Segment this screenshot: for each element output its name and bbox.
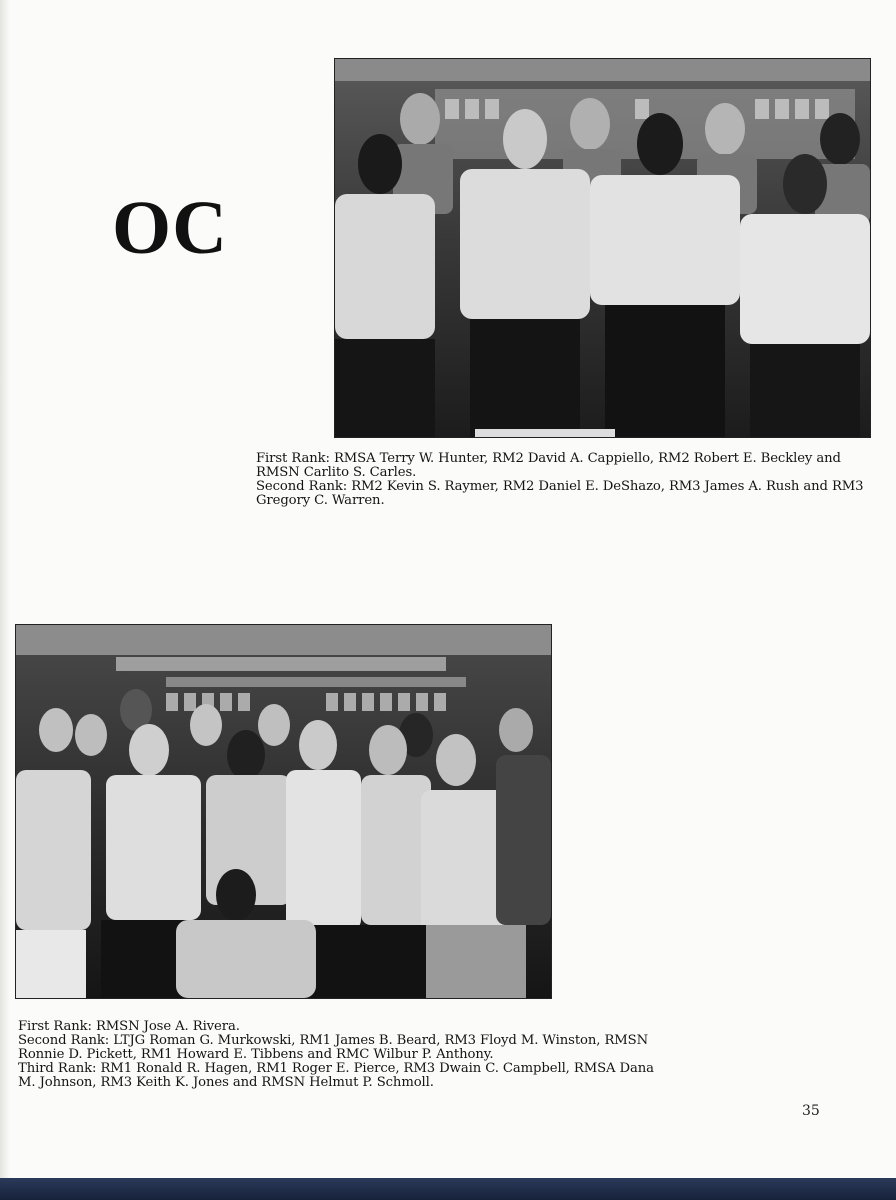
- page-edge-shadow: [0, 0, 10, 1178]
- caption-second-rank: Second Rank: RM2 Kevin S. Raymer, RM2 Daniel E. DeShazo, RM3 James A. Rush and RM3 Gregory C. Warren.: [256, 479, 864, 508]
- caption-first-rank: First Rank: RMSN Jose A. Rivera.: [18, 1019, 240, 1034]
- group-photo-top: [334, 58, 871, 438]
- binding-edge: [0, 1178, 896, 1200]
- caption-third-rank: Third Rank: RM1 Ronald R. Hagen, RM1 Roger E. Pierce, RM3 Dwain C. Campbell, RMSA Dana M. Johnson, RM3 Keith K. Jones and RMSN Helmut P. Schmoll.: [18, 1061, 654, 1090]
- group-photo-bottom-image: [16, 625, 551, 998]
- section-title: OC: [112, 186, 228, 270]
- caption-first-rank: First Rank: RMSA Terry W. Hunter, RM2 David A. Cappiello, RM2 Robert E. Beckley and RMSN Carlito S. Carles.: [256, 451, 841, 480]
- caption-second-rank: Second Rank: LTJG Roman G. Murkowski, RM1 James B. Beard, RM3 Floyd M. Winston, RMSN Ronnie D. Pickett, RM1 Howard E. Tibbens and RMC Wilbur P. Anthony.: [18, 1033, 649, 1062]
- photo-caption-top: [256, 452, 881, 508]
- group-photo-bottom: [15, 624, 552, 999]
- group-photo-top-image: [335, 59, 870, 437]
- photo-caption-bottom: [18, 1020, 658, 1090]
- page-number: 35: [802, 1103, 820, 1119]
